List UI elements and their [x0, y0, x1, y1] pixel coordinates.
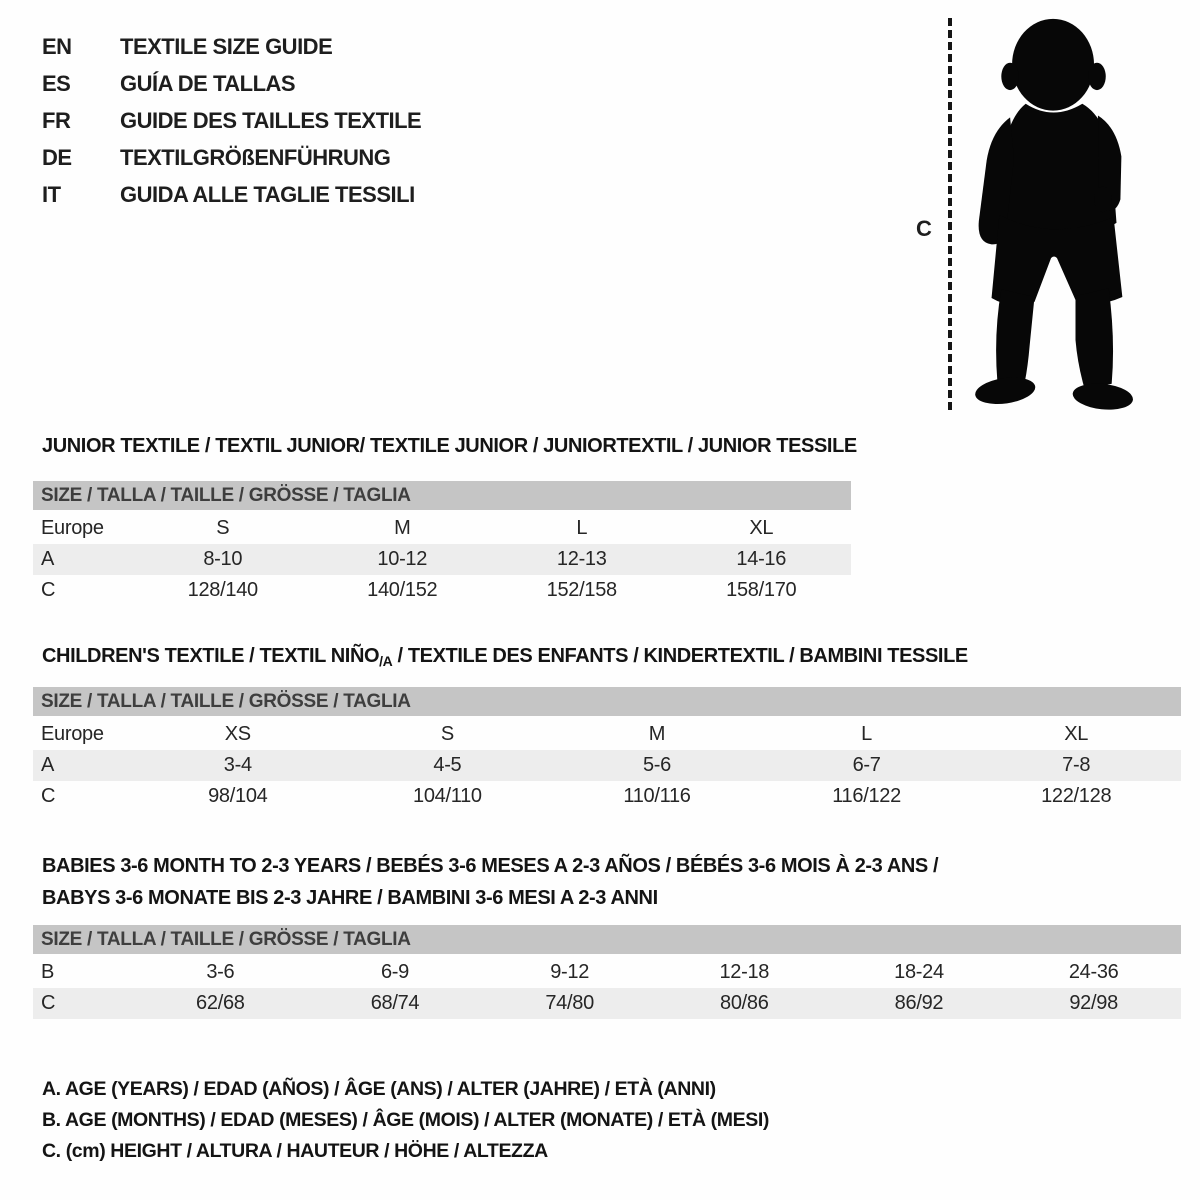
lang-title: GUÍA DE TALLAS — [120, 70, 296, 96]
table-cell: 68/74 — [308, 988, 483, 1019]
height-measure-label: C — [916, 216, 932, 241]
babies-section-title-line1: BABIES 3-6 MONTH TO 2-3 YEARS / BEBÉS 3-6 MESES A 2-3 AÑOS / BÉBÉS 3-6 MOIS À 2-3 ANS / — [42, 855, 939, 877]
table-cell: M — [648, 723, 666, 745]
table-row — [33, 575, 851, 606]
table-cell: 6-7 — [762, 750, 972, 781]
row-label: B — [41, 961, 55, 983]
table-cell: 12-18 — [719, 961, 770, 983]
table-cell: 104/110 — [413, 785, 482, 807]
table-cell: 10-12 — [313, 544, 493, 575]
lang-row-en — [42, 28, 421, 65]
children-title-sub: /A — [379, 653, 393, 669]
height-measure-dashed-line — [948, 18, 952, 410]
children-title-pre: CHILDREN'S TEXTILE / TEXTIL NIÑO — [42, 645, 380, 667]
junior-size-table — [33, 481, 851, 606]
note-age-years: A. AGE (YEARS) / EDAD (AÑOS) / ÂGE (ANS) / ALTER (JAHRE) / ETÀ (ANNI) — [42, 1078, 716, 1100]
table-row — [33, 719, 1181, 750]
table-cell: 62/68 — [133, 988, 308, 1019]
table-cell: 4-5 — [343, 750, 553, 781]
table-cell: 18-24 — [894, 961, 944, 983]
lang-row-fr — [42, 102, 421, 139]
lang-row-de — [42, 139, 421, 176]
toddler-silhouette-icon — [964, 12, 1146, 422]
table-row — [33, 750, 1181, 781]
lang-title: TEXTILGRÖßENFÜHRUNG — [120, 144, 391, 170]
table-cell: 158/170 — [726, 579, 797, 601]
row-label: A — [33, 544, 133, 575]
lang-code: ES — [42, 70, 71, 96]
lang-title: GUIDA ALLE TAGLIE TESSILI — [120, 181, 415, 207]
lang-code: FR — [42, 107, 71, 133]
children-table-size-header: SIZE / TALLA / TAILLE / GRÖSSE / TAGLIA — [33, 687, 1181, 716]
table-cell: 7-8 — [971, 750, 1181, 781]
lang-title: GUIDE DES TAILLES TEXTILE — [120, 107, 422, 133]
note-age-months: B. AGE (MONTHS) / EDAD (MESES) / ÂGE (MOIS) / ALTER (MONATE) / ETÀ (MESI) — [42, 1109, 769, 1131]
table-cell: 3-6 — [206, 961, 235, 983]
table-cell: 86/92 — [832, 988, 1007, 1019]
row-label: C — [33, 988, 133, 1019]
lang-code: IT — [42, 181, 61, 207]
table-cell: 80/86 — [657, 988, 832, 1019]
row-label: C — [41, 785, 56, 807]
toddler-figure — [900, 8, 1162, 426]
note-height-cm: C. (cm) HEIGHT / ALTURA / HAUTEUR / HÖHE / ALTEZZA — [42, 1140, 548, 1162]
language-header — [42, 28, 421, 213]
table-cell: 9-12 — [550, 961, 590, 983]
table-cell: 6-9 — [380, 961, 409, 983]
table-cell: 24-36 — [1068, 961, 1119, 983]
legend-notes — [42, 1074, 769, 1167]
table-cell: 8-10 — [133, 544, 313, 575]
babies-section-title-line2: BABYS 3-6 MONATE BIS 2-3 JAHRE / BAMBINI 3-6 MESI A 2-3 ANNI — [42, 887, 658, 909]
table-cell: 98/104 — [208, 785, 268, 807]
children-size-table — [33, 687, 1181, 812]
table-cell: L — [861, 723, 872, 745]
table-cell: S — [440, 723, 454, 745]
table-cell: 128/140 — [187, 579, 258, 601]
table-cell: XL — [1064, 723, 1089, 745]
children-title-post: / TEXTILE DES ENFANTS / KINDERTEXTIL / BAMBINI TESSILE — [392, 645, 968, 667]
table-cell: M — [394, 517, 411, 539]
table-row — [33, 544, 851, 575]
table-cell: 110/116 — [623, 785, 691, 807]
table-cell: XS — [224, 723, 251, 745]
row-label: C — [41, 579, 56, 601]
row-label: Europe — [41, 723, 104, 745]
row-label: A — [33, 750, 133, 781]
babies-size-table — [33, 925, 1181, 1019]
babies-table-size-header: SIZE / TALLA / TAILLE / GRÖSSE / TAGLIA — [33, 925, 1181, 954]
table-cell: 116/122 — [832, 785, 901, 807]
table-cell: 152/158 — [546, 579, 617, 601]
lang-row-es — [42, 65, 421, 102]
table-cell: 122/128 — [1041, 785, 1112, 807]
junior-section-title: JUNIOR TEXTILE / TEXTIL JUNIOR/ TEXTILE JUNIOR / JUNIORTEXTIL / JUNIOR TESSILE — [42, 435, 857, 457]
table-cell: 92/98 — [1006, 988, 1181, 1019]
lang-code: EN — [42, 33, 72, 59]
table-cell: L — [576, 517, 588, 539]
row-label: Europe — [41, 517, 104, 539]
table-row — [33, 957, 1181, 988]
lang-row-it — [42, 176, 421, 213]
table-cell: S — [216, 517, 230, 539]
lang-code: DE — [42, 144, 72, 170]
table-cell: 140/152 — [367, 579, 438, 601]
table-row — [33, 513, 851, 544]
table-cell: XL — [749, 517, 774, 539]
table-cell: 12-13 — [492, 544, 672, 575]
table-cell: 74/80 — [482, 988, 657, 1019]
table-row — [33, 781, 1181, 812]
junior-table-size-header: SIZE / TALLA / TAILLE / GRÖSSE / TAGLIA — [33, 481, 851, 510]
table-cell: 14-16 — [672, 544, 852, 575]
table-row — [33, 988, 1181, 1019]
children-section-title — [42, 645, 968, 669]
table-cell: 3-4 — [133, 750, 343, 781]
lang-title: TEXTILE SIZE GUIDE — [120, 33, 333, 59]
table-cell: 5-6 — [552, 750, 762, 781]
